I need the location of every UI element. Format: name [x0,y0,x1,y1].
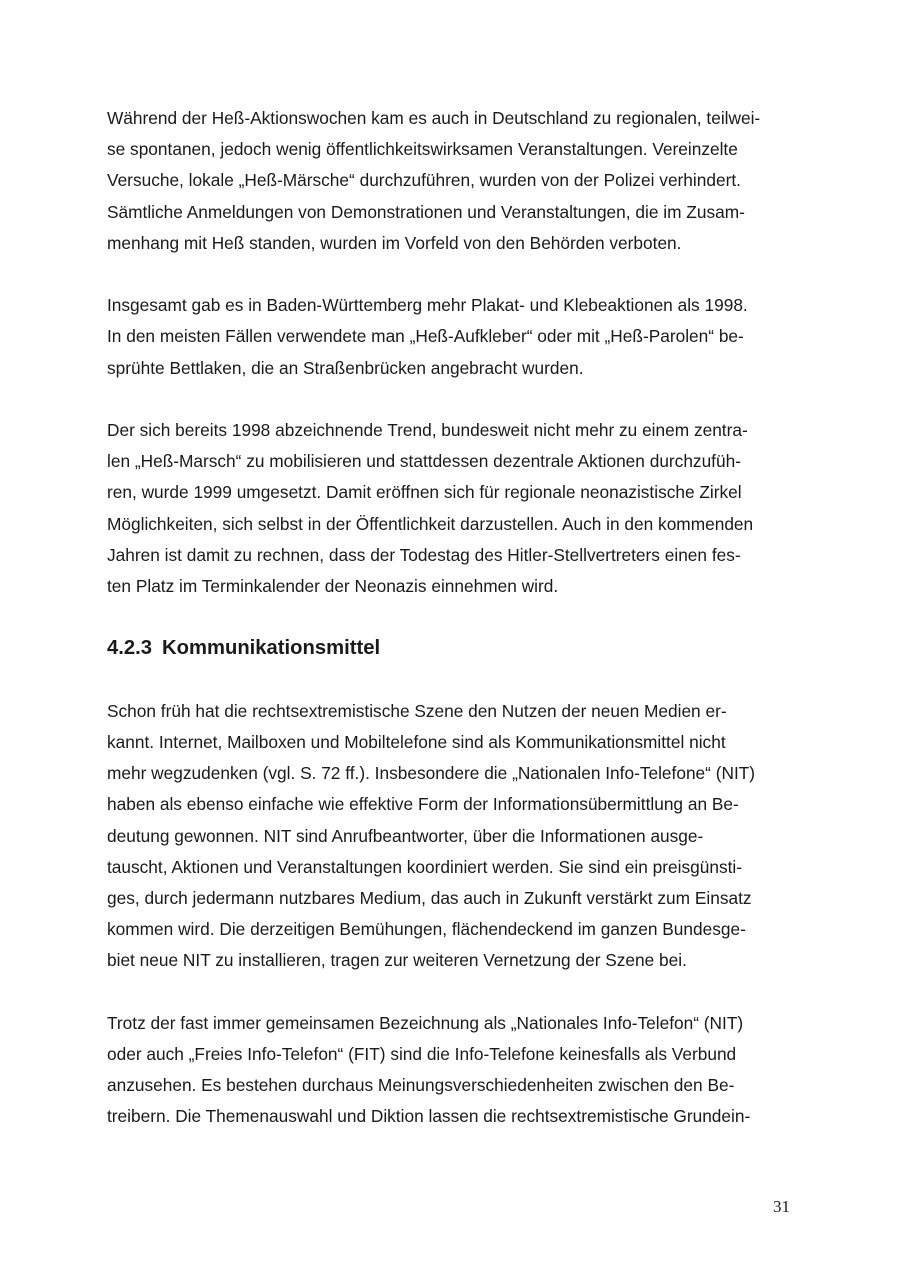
page-number: 31 [773,1197,790,1216]
text-line: menhang mit Heß standen, wurden im Vorfeld von den Behörden verboten. [107,232,682,253]
paragraph-spacer [107,665,797,696]
text-line: Jahren ist damit zu rechnen, dass der Todestag des Hitler-Stellvertreters einen fes- [107,544,741,565]
text-line: Sämtliche Anmeldungen von Demonstrationen und Veranstaltungen, die im Zusam- [107,201,745,222]
text-line: len „Heß-Marsch“ zu mobilisieren und stattdessen dezentrale Aktionen durchzufüh- [107,451,741,472]
text-line: In den meisten Fällen verwendete man „Heß-Aufkleber“ oder mit „Heß-Parolen“ be- [107,326,744,347]
paragraph-spacer [107,259,797,290]
paragraph-spacer [107,602,797,633]
paragraph-hess-aktionswochen [107,103,797,259]
text-line: tauscht, Aktionen und Veranstaltungen koordiniert werden. Sie sind ein preisgünsti- [107,856,743,877]
paragraph-info-telefone [107,1008,797,1133]
paragraph-spacer [107,977,797,1008]
text-line: Während der Heß-Aktionswochen kam es auch in Deutschland zu regionalen, teilwei- [107,108,761,128]
text-line: Schon früh hat die rechtsextremistische Szene den Nutzen der neuen Medien er- [107,700,727,721]
text-line: se spontanen, jedoch wenig öffentlichkeitswirksamen Veranstaltungen. Vereinzelte [107,139,738,160]
paragraph-trend [107,415,797,602]
text-line: haben als ebenso einfache wie effektive Form der Informationsübermittlung an Be- [107,794,739,815]
section-number: 4.2.3 [107,637,153,660]
text-line: Versuche, lokale „Heß-Märsche“ durchzuführen, wurden von der Polizei verhindert. [107,170,741,191]
text-line: biet neue NIT zu installieren, tragen zur weiteren Vernetzung der Szene bei. [107,950,687,971]
section-heading [107,633,797,664]
text-line: ges, durch jedermann nutzbares Medium, das auch in Zukunft verstärkt zum Einsatz [107,888,752,909]
paragraph-klebeaktionen [107,290,797,384]
page-body [107,103,797,1133]
text-line: deutung gewonnen. NIT sind Anrufbeantworter, über die Informationen ausge- [107,825,704,846]
text-line: ten Platz im Terminkalender der Neonazis einnehmen wird. [107,576,559,597]
paragraph-neue-medien [107,696,797,977]
section-title: Kommunikationsmittel [162,637,381,660]
text-line: anzusehen. Es bestehen durchaus Meinungsverschiedenheiten zwischen den Be- [107,1075,735,1096]
text-line: mehr wegzudenken (vgl. S. 72 ff.). Insbesondere die „Nationalen Info-Telefone“ (NIT) [107,763,756,784]
text-line: ren, wurde 1999 umgesetzt. Damit eröffnen sich für regionale neonazistische Zirkel [107,482,742,503]
text-line: oder auch „Freies Info-Telefon“ (FIT) sind die Info-Telefone keinesfalls als Verbund [107,1044,737,1065]
paragraph-spacer [107,384,797,415]
text-line: Trotz der fast immer gemeinsamen Bezeichnung als „Nationales Info-Telefon“ (NIT) [107,1012,744,1033]
text-line: sprühte Bettlaken, die an Straßenbrücken angebracht wurden. [107,357,584,378]
text-line: kommen wird. Die derzeitigen Bemühungen, flächendeckend im ganzen Bundesge- [107,919,746,940]
text-line: Der sich bereits 1998 abzeichnende Trend, bundesweit nicht mehr zu einem zentra- [107,420,748,440]
text-line: Möglichkeiten, sich selbst in der Öffentlichkeit darzustellen. Auch in den kommenden [107,513,754,534]
text-line: treibern. Die Themenauswahl und Diktion lassen die rechtsextremistische Grundein- [107,1106,751,1127]
text-line: Insgesamt gab es in Baden-Württemberg mehr Plakat- und Klebeaktionen als 1998. [107,295,748,316]
text-line: kannt. Internet, Mailboxen und Mobiltelefone sind als Kommunikationsmittel nicht [107,732,726,752]
